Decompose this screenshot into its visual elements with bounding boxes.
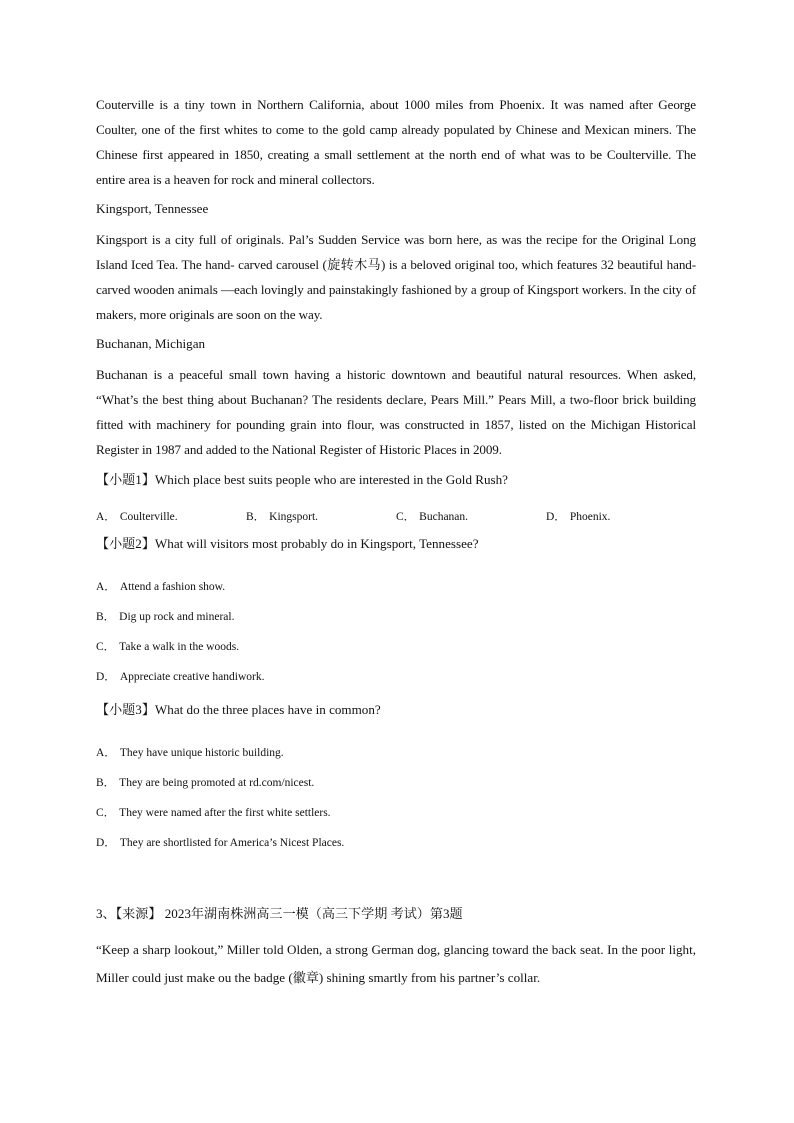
option-text: They have unique historic building. — [119, 747, 284, 759]
question-3-option-d[interactable] — [96, 828, 696, 858]
document-page — [96, 92, 696, 992]
question-1-option-b[interactable] — [246, 508, 396, 526]
kingsport-paragraph: Kingsport is a city full of originals. Pal’s Sudden Service was born here, as was the recipe for the Original Long Island Iced Tea. The hand- carved carousel (旋转木马) is a beloved original too, which features 32 beautiful hand-carved wooden animals —each lovingly and painstakingly fashioned by a group of Kingsport workers. In the city of makers, more originals are soon on the way. — [96, 232, 696, 322]
question-3-option-b[interactable] — [96, 768, 696, 798]
option-label: A． — [96, 747, 116, 759]
option-text: Take a walk in the woods. — [119, 641, 240, 653]
question-3-option-a[interactable] — [96, 738, 696, 768]
buchanan-paragraph: Buchanan is a peaceful small town having a historic downtown and beautiful natural resources. When asked, “What’s the best thing about Buchanan? The residents declare, Pears Mill.” Pears Mill, a two-floor brick building fitted with machinery for pounding grain into flour, was constructed in 1857, listed on the Michigan Historical Register in 1987 and added to the National Register of Historic Places in 2009. — [96, 367, 696, 457]
question-2-text: 【小题2】What will visitors most probably do in Kingsport, Tennessee? — [96, 536, 479, 551]
option-label: C． — [396, 511, 416, 523]
option-label: C． — [96, 641, 116, 653]
option-label: D． — [546, 511, 566, 523]
source-line: 3、【来源】 2023年湖南株洲高三一模（高三下学期 考试）第3题 — [96, 906, 463, 921]
option-text: Dig up rock and mineral. — [119, 611, 235, 623]
question-3-text: 【小题3】What do the three places have in common? — [96, 702, 381, 717]
question-3-options — [96, 738, 696, 858]
question-1-option-a[interactable] — [96, 508, 246, 526]
option-label: B． — [246, 511, 266, 523]
question-2-option-c[interactable] — [96, 632, 696, 662]
option-text: Attend a fashion show. — [119, 581, 226, 593]
story-paragraph: “Keep a sharp lookout,” Miller told Olden, a strong German dog, glancing toward the back seat. In the poor light, Miller could just make ou the badge (徽章) shining smartly from his partner’s collar. — [96, 942, 696, 985]
option-label: D． — [96, 671, 116, 683]
question-2-option-d[interactable] — [96, 662, 696, 692]
option-text: They are being promoted at rd.com/nicest. — [119, 777, 315, 789]
option-label: B． — [96, 777, 116, 789]
question-2-option-b[interactable] — [96, 602, 696, 632]
question-1-option-d[interactable] — [546, 508, 696, 526]
option-text: Appreciate creative handiwork. — [119, 671, 265, 683]
question-1-options — [96, 508, 696, 526]
question-2-option-a[interactable] — [96, 572, 696, 602]
question-1-option-c[interactable] — [396, 508, 546, 526]
option-text: Kingsport. — [269, 511, 319, 523]
question-3-option-c[interactable] — [96, 798, 696, 828]
option-text: Buchanan. — [419, 511, 469, 523]
option-label: B． — [96, 611, 116, 623]
option-label: C． — [96, 807, 116, 819]
option-label: A． — [96, 511, 116, 523]
option-label: A． — [96, 581, 116, 593]
buchanan-heading: Buchanan, Michigan — [96, 336, 206, 351]
question-2-options — [96, 572, 696, 692]
question-1-text: 【小题1】Which place best suits people who are interested in the Gold Rush? — [96, 472, 508, 487]
option-label: D． — [96, 837, 116, 849]
kingsport-heading: Kingsport, Tennessee — [96, 201, 209, 216]
option-text: They were named after the first white settlers. — [119, 807, 331, 819]
option-text: Coulterville. — [119, 511, 178, 523]
option-text: Phoenix. — [569, 511, 611, 523]
option-text: They are shortlisted for America’s Nicest Places. — [119, 837, 345, 849]
coulterville-paragraph: Couterville is a tiny town in Northern California, about 1000 miles from Phoenix. It was named after George Coulter, one of the first whites to come to the gold camp already populated by Chinese and Mexican miners. The Chinese first appeared in 1850, creating a small settlement at the north end of what was to be Coulterville. The entire area is a heaven for rock and mineral collectors. — [96, 97, 696, 187]
